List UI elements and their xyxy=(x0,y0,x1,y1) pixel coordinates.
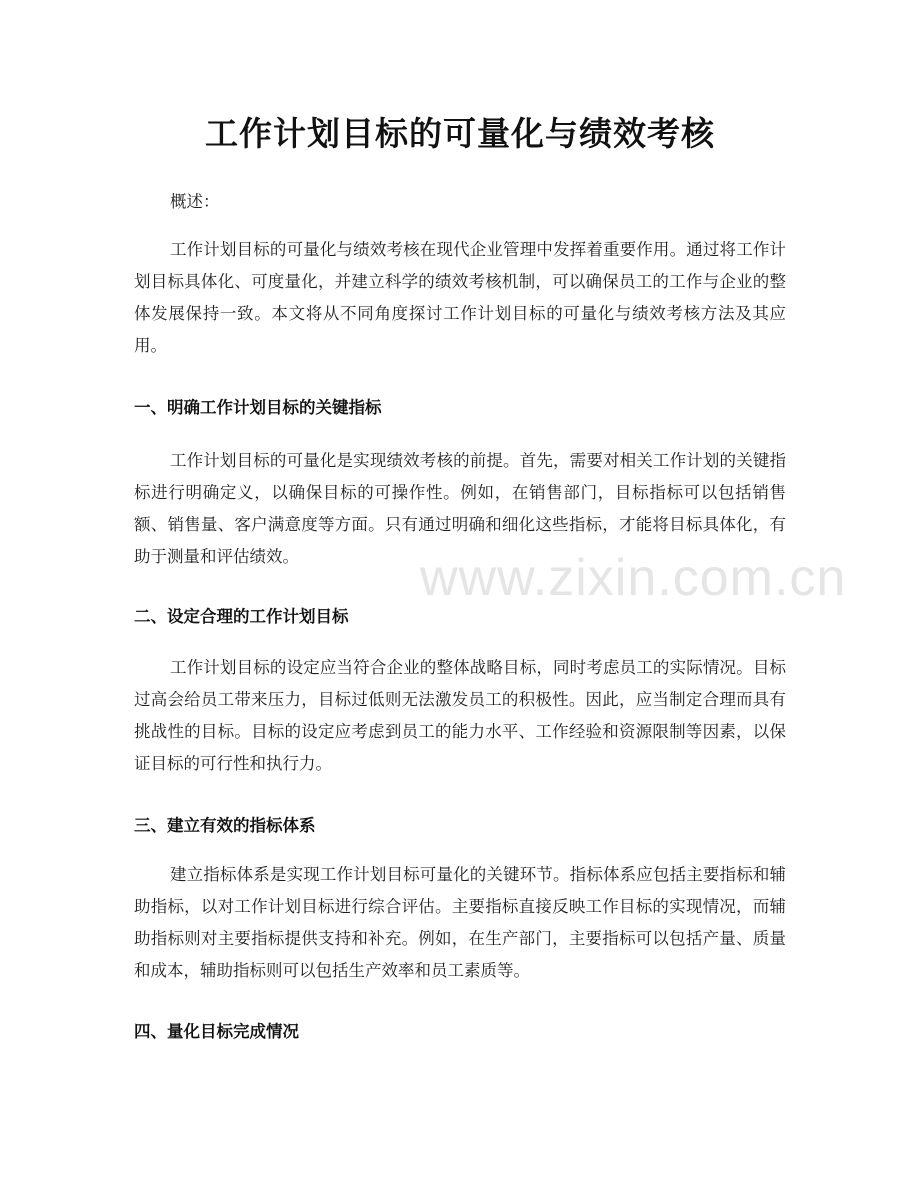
watermark: www.zixin.com.cn xyxy=(420,549,847,607)
section-heading-4: 四、量化目标完成情况 xyxy=(134,1022,299,1041)
document-title: 工作计划目标的可量化与绩效考核 xyxy=(205,114,715,153)
section-heading-1: 一、明确工作计划目标的关键指标 xyxy=(134,398,382,417)
section-body-3: 建立指标体系是实现工作计划目标可量化的关键环节。指标体系应包括主要指标和辅助指标，以对工作计划目标进行综合评估。主要指标直接反映工作目标的实现情况，而辅助指标则对主要指标提供支持和补充。例如，在生产部门，主要指标可以包括产量、质量和成本，辅助指标则可以包括生产效率和员工素质等。 xyxy=(134,865,786,980)
section-heading-3: 三、建立有效的指标体系 xyxy=(134,816,316,835)
section-body-1: 工作计划目标的可量化是实现绩效考核的前提。首先，需要对相关工作计划的关键指标进行明确定义，以确保目标的可操作性。例如，在销售部门，目标指标可以包括销售额、销售量、客户满意度等方面。只有通过明确和细化这些指标，才能将目标具体化，有助于测量和评估绩效。 xyxy=(134,451,786,566)
section-heading-2: 二、设定合理的工作计划目标 xyxy=(134,607,349,626)
section-body-2: 工作计划目标的设定应当符合企业的整体战略目标，同时考虑员工的实际情况。目标过高会给员工带来压力，目标过低则无法激发员工的积极性。因此，应当制定合理而具有挑战性的目标。目标的设定应考虑到员工的能力水平、工作经验和资源限制等因素，以保证目标的可行性和执行力。 xyxy=(134,658,786,773)
intro-paragraph: 工作计划目标的可量化与绩效考核在现代企业管理中发挥着重要作用。通过将工作计划目标具体化、可度量化，并建立科学的绩效考核机制，可以确保员工的工作与企业的整体发展保持一致。本文将从不同角度探讨工作计划目标的可量化与绩效考核方法及其应用。 xyxy=(134,240,786,355)
overview-label: 概述： xyxy=(170,192,220,211)
